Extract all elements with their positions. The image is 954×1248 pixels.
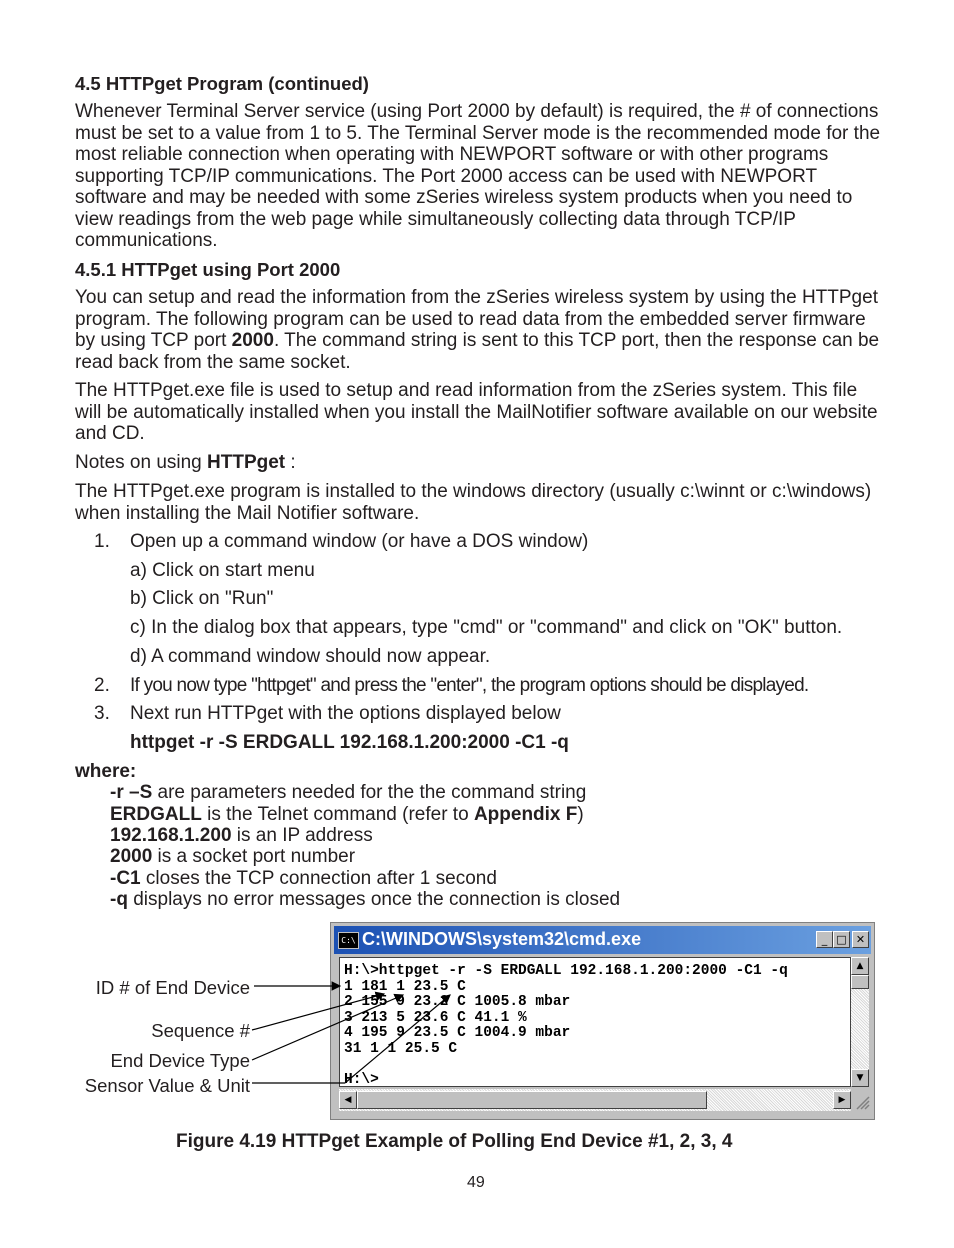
step-number: 3. [94,703,110,724]
console-line: 31 1 1 25.5 C [344,1040,458,1057]
scroll-up-icon[interactable]: ▲ [851,957,869,975]
param-row: -r –S are parameters needed for the the command string [110,782,587,803]
scroll-down-icon[interactable]: ▼ [851,1069,869,1087]
step-text: Next run HTTPget with the options displayed below [130,703,561,724]
console-line: 2 155 9 23.2 C 1005.8 mbar [344,994,571,1010]
step-number: 1. [94,531,110,552]
callout-type: End Device Type [110,1050,250,1071]
step-text: Open up a command window (or have a DOS window) [130,531,589,552]
callout-sequence: Sequence # [151,1020,250,1041]
step-text: If you now type "httpget" and press the "enter", the program options should be displayed. [130,675,809,696]
callout-id: ID # of End Device [95,977,250,998]
console-line: H:\>httpget -r -S ERDGALL 192.168.1.200:2000 -C1 -q [344,963,788,979]
console-line: 3 213 5 23.6 C 41.1 % [344,1009,527,1026]
substep: c) In the dialog box that appears, type "cmd" or "command" and click on "OK" button. [130,617,843,638]
subsection-heading: 4.5.1 HTTPget using Port 2000 [75,259,341,280]
maximize-icon[interactable]: □ [833,931,850,948]
page-number: 49 [467,1174,485,1191]
intro-paragraph: Whenever Terminal Server service (using Port 2000 by default) is required, the # of connections must be set to a value from 1 to 5. The Terminal Server mode is the recommended mode for the most reliable connection when operating with NEWPORT software or with other programs supporting TCP/IP communications. The Port 2000 access can be used with NEWPORT software and may be needed with some zSeries wireless system products when you need to view readings from the web page while simultaneously collecting data through TCP/IP communications. [75,101,881,251]
scroll-right-icon[interactable]: ▶ [833,1091,851,1109]
httpget-file-paragraph: The HTTPget.exe file is used to setup and read information from the zSeries system. This file will be automatically installed when you install the MailNotifier software available on our website and CD. [75,380,878,444]
close-icon[interactable]: ✕ [852,931,869,948]
minimize-icon[interactable]: _ [816,931,833,948]
figure-caption: Figure 4.19 HTTPget Example of Polling End Device #1, 2, 3, 4 [176,1131,733,1152]
where-label: where: [75,761,137,782]
console-line: 1 181 1 23.5 C [344,978,466,995]
substep: b) Click on "Run" [130,588,274,609]
console-line: 4 195 9 23.5 C 1004.9 mbar [344,1025,571,1041]
install-paragraph: The HTTPget.exe program is installed to the windows directory (usually c:\winnt or c:\windows) when installing the Mail Notifier software. [75,481,872,524]
scroll-left-icon[interactable]: ◀ [339,1091,357,1109]
substep: d) A command window should now appear. [130,646,491,667]
cmd-icon: C:\ [338,932,359,949]
console-line: H:\> [344,1071,379,1087]
step-number: 2. [94,675,110,696]
param-row: ERDGALL is the Telnet command (refer to Appendix F) [110,804,584,825]
notes-line: Notes on using HTTPget : [75,452,296,473]
cmd-window-title: C:\WINDOWS\system32\cmd.exe [362,929,642,949]
param-row: 192.168.1.200 is an IP address [110,825,373,846]
section-heading: 4.5 HTTPget Program (continued) [75,73,369,94]
substep: a) Click on start menu [130,560,315,581]
arrow-sensor-head [345,995,450,1083]
callout-sensor: Sensor Value & Unit [84,1075,250,1096]
param-row: 2000 is a socket port number [110,846,356,867]
arrow-type [252,995,403,1060]
port-paragraph: You can setup and read the information from the zSeries wireless system by using the HTTPget program. The following program can be used to read data from the embedded server firmware by using TCP port 2000. The command string is sent to this TCP port, then the response can be read back from the same socket. [75,287,880,373]
param-row: -C1 closes the TCP connection after 1 second [110,868,497,889]
command-line: httpget -r -S ERDGALL 192.168.1.200:2000 -C1 -q [130,732,569,753]
param-row: -q displays no error messages once the connection is closed [110,889,621,910]
